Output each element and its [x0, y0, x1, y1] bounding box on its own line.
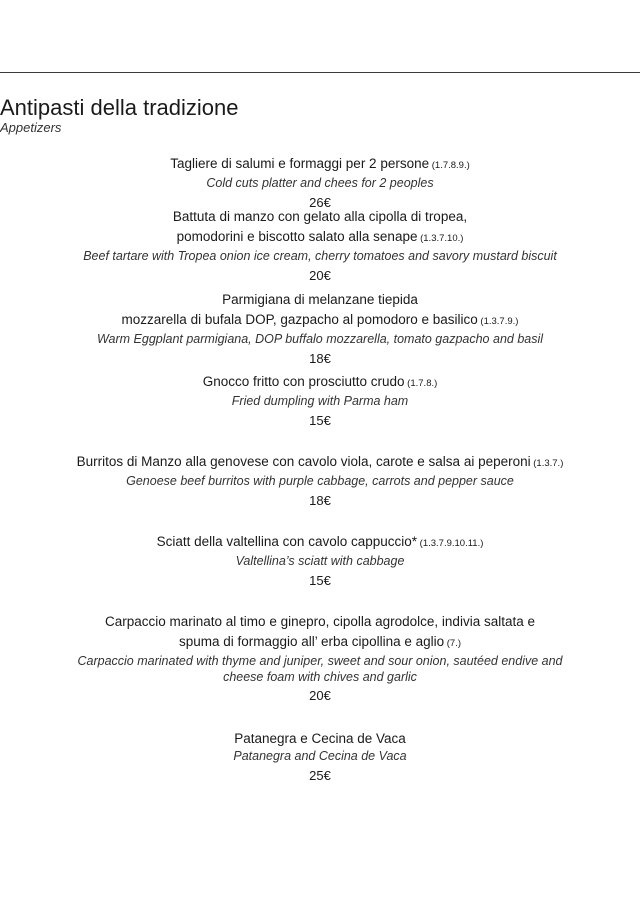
section-title: Antipasti della tradizione — [0, 95, 239, 120]
dish-name-text: Gnocco fritto con prosciutto crudo — [202, 374, 405, 389]
menu-item — [0, 532, 640, 590]
dish-name-text: Sciatt della valtellina con cavolo cappuccio* — [156, 534, 418, 549]
dish-name-line — [0, 290, 640, 310]
header-divider — [0, 72, 640, 73]
dish-name-text: Battuta di manzo con gelato alla cipolla di tropea, — [172, 209, 468, 224]
menu-item — [0, 452, 640, 510]
allergen-codes: (1.3.7.10.) — [417, 233, 464, 244]
dish-name-text: Parmigiana di melanzane tiepida — [222, 292, 418, 307]
dish-name-line — [0, 372, 640, 394]
menu-item — [0, 154, 640, 212]
dish-price: 20€ — [309, 267, 331, 283]
dish-translation: Beef tartare with Tropea onion ice cream, cherry tomatoes and savory mustard biscuit — [83, 249, 557, 263]
dish-name-line — [0, 310, 640, 332]
allergen-codes: (1.7.8.) — [404, 378, 438, 389]
dish-price: 18€ — [309, 350, 331, 366]
dish-translation: Cold cuts platter and chees for 2 peoples — [206, 176, 434, 190]
section-subtitle: Appetizers — [0, 120, 62, 135]
dish-name-line — [0, 227, 640, 249]
dish-name-text: Burritos di Manzo alla genovese con cavolo viola, carote e salsa ai peperoni — [76, 454, 531, 469]
dish-translation: Carpaccio marinated with thyme and juniper, sweet and sour onion, sautéed endive and — [77, 654, 563, 668]
menu-item — [0, 729, 640, 785]
dish-name-text: spuma di formaggio all’ erba cipollina e aglio — [178, 634, 445, 649]
dish-name-text: mozzarella di bufala DOP, gazpacho al pomodoro e basilico — [121, 312, 478, 327]
dish-translation: cheese foam with chives and garlic — [223, 669, 417, 684]
dish-price: 26€ — [309, 194, 331, 210]
allergen-codes: (1.3.7.) — [530, 458, 564, 469]
allergen-codes: (7.) — [444, 638, 462, 649]
menu-item — [0, 372, 640, 430]
dish-name-line — [0, 154, 640, 176]
dish-name-line — [0, 532, 640, 554]
dish-name-line — [0, 729, 640, 749]
dish-price: 15€ — [309, 572, 331, 588]
dish-name-text: pomodorini e biscotto salato alla senape — [176, 229, 418, 244]
dish-translation: Genoese beef burritos with purple cabbage, carrots and pepper sauce — [126, 474, 514, 488]
dish-translation: Fried dumpling with Parma ham — [231, 394, 409, 408]
dish-name-line — [0, 452, 640, 474]
dish-name-text: Patanegra e Cecina de Vaca — [234, 731, 406, 746]
dish-name-text: Tagliere di salumi e formaggi per 2 persone — [170, 156, 430, 171]
dish-name-line — [0, 612, 640, 632]
allergen-codes: (1.3.7.9.10.11.) — [417, 538, 484, 549]
menu-item — [0, 290, 640, 368]
dish-price: 15€ — [309, 412, 331, 428]
dish-price: 18€ — [309, 492, 331, 508]
dish-price: 20€ — [309, 688, 331, 703]
dish-translation: Warm Eggplant parmigiana, DOP buffalo mozzarella, tomato gazpacho and basil — [96, 332, 544, 346]
menu-item — [0, 612, 640, 705]
allergen-codes: (1.3.7.9.) — [477, 316, 519, 327]
dish-translation: Valtellina’s sciatt with cabbage — [235, 554, 405, 568]
dish-name-line — [0, 207, 640, 227]
dish-name-line — [0, 632, 640, 654]
dish-name-text: Carpaccio marinato al timo e ginepro, cipolla agrodolce, indivia saltata e — [105, 614, 535, 629]
menu-item — [0, 207, 640, 285]
dish-translation: Patanegra and Cecina de Vaca — [233, 749, 407, 763]
allergen-codes: (1.7.8.9.) — [429, 160, 470, 171]
dish-price: 25€ — [309, 767, 331, 783]
